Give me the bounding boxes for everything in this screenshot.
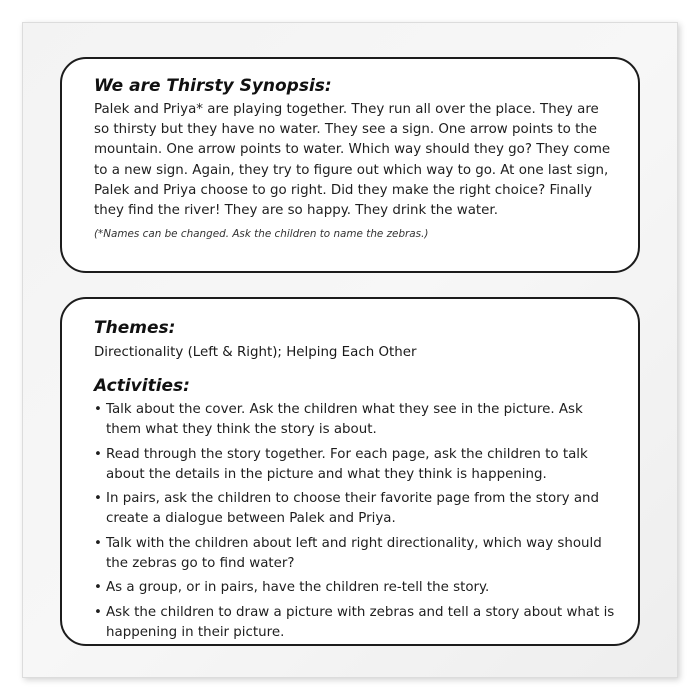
activity-text: Talk with the children about left and right directionality, which way should the zebras go to find water? (106, 535, 602, 572)
themes-heading: Themes: (94, 318, 176, 338)
activity-item (94, 445, 618, 486)
synopsis-card (60, 57, 640, 273)
activities-list (94, 400, 618, 643)
activities-heading: Activities: (94, 376, 190, 396)
synopsis-note: (*Names can be changed. Ask the children to name the zebras.) (94, 228, 429, 241)
activity-text: Ask the children to draw a picture with zebras and tell a story about what is happening in their picture. (106, 604, 615, 640)
bullet-icon: • (94, 580, 102, 596)
activity-text: In pairs, ask the children to choose their favorite page from the story and create a dialogue between Palek and Priya. (106, 491, 600, 527)
bullet-icon: • (94, 604, 102, 620)
activity-item (94, 603, 618, 644)
activity-item (94, 489, 618, 530)
activity-text: Talk about the cover. Ask the children what they see in the picture. Ask them what they think the story is about. (106, 402, 583, 438)
activity-item (94, 578, 618, 598)
activity-item (94, 400, 618, 441)
bullet-icon: • (94, 402, 102, 417)
bullet-icon: • (94, 446, 102, 462)
bullet-icon: • (94, 491, 102, 507)
synopsis-body: Palek and Priya* are playing together. They run all over the place. They are so thirsty but they have no water. They see a sign. One arrow points to the mountain. One arrow points to water. Which way should they go? They come to a new sign. Again, they try to figure out which way to go. At one last sign, Palek and Priya choose to go right. Did they make the right choice? Finally they find the river! They are so happy. They drink the water. (94, 102, 611, 219)
activity-text: Read through the story together. For each page, ask the children to talk about the details in the picture and what they think is happening. (106, 446, 588, 482)
bullet-icon: • (94, 535, 102, 551)
activity-item (94, 534, 618, 575)
activity-text: As a group, or in pairs, have the children re-tell the story. (106, 580, 490, 596)
themes-activities-card (60, 297, 640, 646)
themes-text: Directionality (Left & Right); Helping Each Other (94, 345, 417, 360)
synopsis-heading: We are Thirsty Synopsis: (94, 76, 332, 96)
